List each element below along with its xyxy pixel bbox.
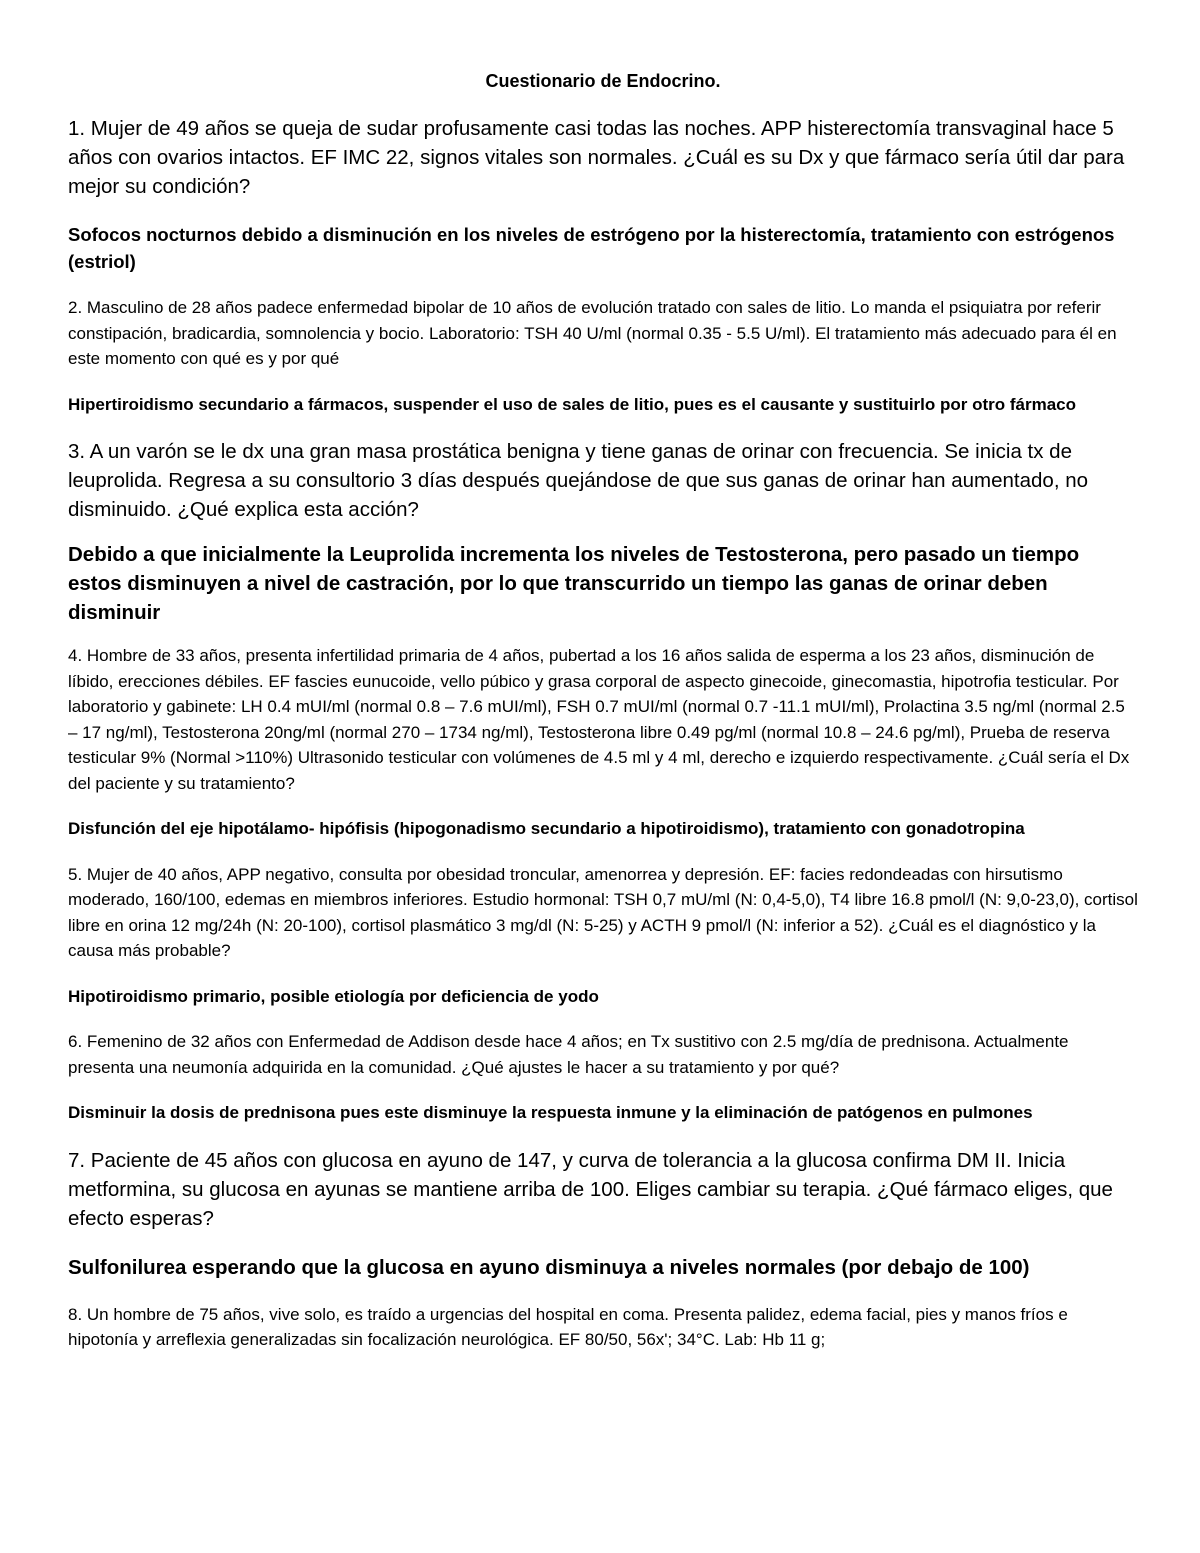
answer-2: Hipertiroidismo secundario a fármacos, suspender el uso de sales de litio, pues es el causante y sustituirlo por otro fármaco: [68, 394, 1077, 414]
answer-4: Disfunción del eje hipotálamo- hipófisis (hipogonadismo secundario a hipotiroidismo), tratamiento con gonadotropina: [68, 819, 1025, 838]
answer-6: Disminuir la dosis de prednisona pues este disminuye la respuesta inmune y la eliminación de patógenos en pulmones: [68, 1103, 1033, 1122]
answer-7: Sulfonilurea esperando que la glucosa en ayuno disminuya a niveles normales (por debajo de 100): [68, 1255, 1030, 1279]
answer-5: Hipotiroidismo primario, posible etiología por deficiencia de yodo: [68, 986, 599, 1006]
question-4: 4. Hombre de 33 años, presenta infertilidad primaria de 4 años, pubertad a los 16 años salida de esperma a los 23 años, disminución de líbido, erecciones débiles. EF fascies eunucoide, vello púbico y grasa corporal de aspecto ginecoide, ginecomastia, hipotrofia testicular. Por laboratorio y gabinete: LH 0.4 mUI/ml (normal 0.8 – 7.6 mUI/ml), FSH 0.7 mUI/ml (normal 0.7 -11.1 mUI/ml), Prolactina 3.5 ng/ml (normal 2.5 – 17 ng/ml), Testosterona 20ng/ml (normal 270 – 1734 ng/ml), Testosterona libre 0.49 pg/ml (normal 10.8 – 24.6 pg/ml), Prueba de reserva testicular 9% (Normal >110%) Ultrasonido testicular con volúmenes de 4.5 ml y 4 ml, derecho e izquierdo respectivamente. ¿Cuál sería el Dx del paciente y su tratamiento?: [68, 646, 1130, 793]
answer-3: Debido a que inicialmente la Leuprolida incrementa los niveles de Testosterona, pero pasado un tiempo estos disminuyen a nivel de castración, por lo que transcurrido un tiempo las ganas de orinar deben disminuir: [68, 543, 1080, 624]
answer-1: Sofocos nocturnos debido a disminución en los niveles de estrógeno por la histerectomía, tratamiento con estrógenos (estriol): [68, 224, 1115, 272]
question-3: 3. A un varón se le dx una gran masa prostática benigna y tiene ganas de orinar con frecuencia. Se inicia tx de leuprolida. Regresa a su consultorio 3 días después quejándose de que sus ganas de orinar han aumentado, no disminuido. ¿Qué explica esta acción?: [68, 440, 1089, 521]
question-6: 6. Femenino de 32 años con Enfermedad de Addison desde hace 4 años; en Tx sustitivo con 2.5 mg/día de prednisona. Actualmente presenta una neumonía adquirida en la comunidad. ¿Qué ajustes le hacer a su tratamiento y por qué?: [68, 1032, 1069, 1077]
document-title: Cuestionario de Endocrino.: [485, 71, 721, 91]
question-2: 2. Masculino de 28 años padece enfermedad bipolar de 10 años de evolución tratado con sales de litio. Lo manda el psiquiatra por referir constipación, bradicardia, somnolencia y bocio. Laboratorio: TSH 40 U/ml (normal 0.35 - 5.5 U/ml). El tratamiento más adecuado para él en este momento con qué es y por qué: [68, 298, 1117, 368]
question-8: 8. Un hombre de 75 años, vive solo, es traído a urgencias del hospital en coma. Presenta palidez, edema facial, pies y manos fríos e hipotonía y arreflexia generalizadas sin focalización neurológica. EF 80/50, 56x'; 34°C. Lab: Hb 11 g;: [68, 1304, 1068, 1349]
question-7: 7. Paciente de 45 años con glucosa en ayuno de 147, y curva de tolerancia a la glucosa confirma DM II. Inicia metformina, su glucosa en ayunas se mantiene arriba de 100. Eliges cambiar su terapia. ¿Qué fármaco eliges, que efecto esperas?: [68, 1148, 1113, 1230]
question-5: 5. Mujer de 40 años, APP negativo, consulta por obesidad troncular, amenorrea y depresión. EF: facies redondeadas con hirsutismo moderado, 160/100, edemas en miembros inferiores. Estudio hormonal: TSH 0,7 mU/ml (N: 0,4-5,0), T4 libre 16.8 pmol/l (N: 9,0-23,0), cortisol libre en orina 12 mg/24h (N: 20-100), cortisol plasmático 3 mg/dl (N: 5-25) y ACTH 9 pmol/l (N: inferior a 52). ¿Cuál es el diagnóstico y la causa más probable?: [68, 864, 1138, 960]
question-1: 1. Mujer de 49 años se queja de sudar profusamente casi todas las noches. APP histerectomía transvaginal hace 5 años con ovarios intactos. EF IMC 22, signos vitales son normales. ¿Cuál es su Dx y que fármaco sería útil dar para mejor su condición?: [68, 117, 1125, 198]
